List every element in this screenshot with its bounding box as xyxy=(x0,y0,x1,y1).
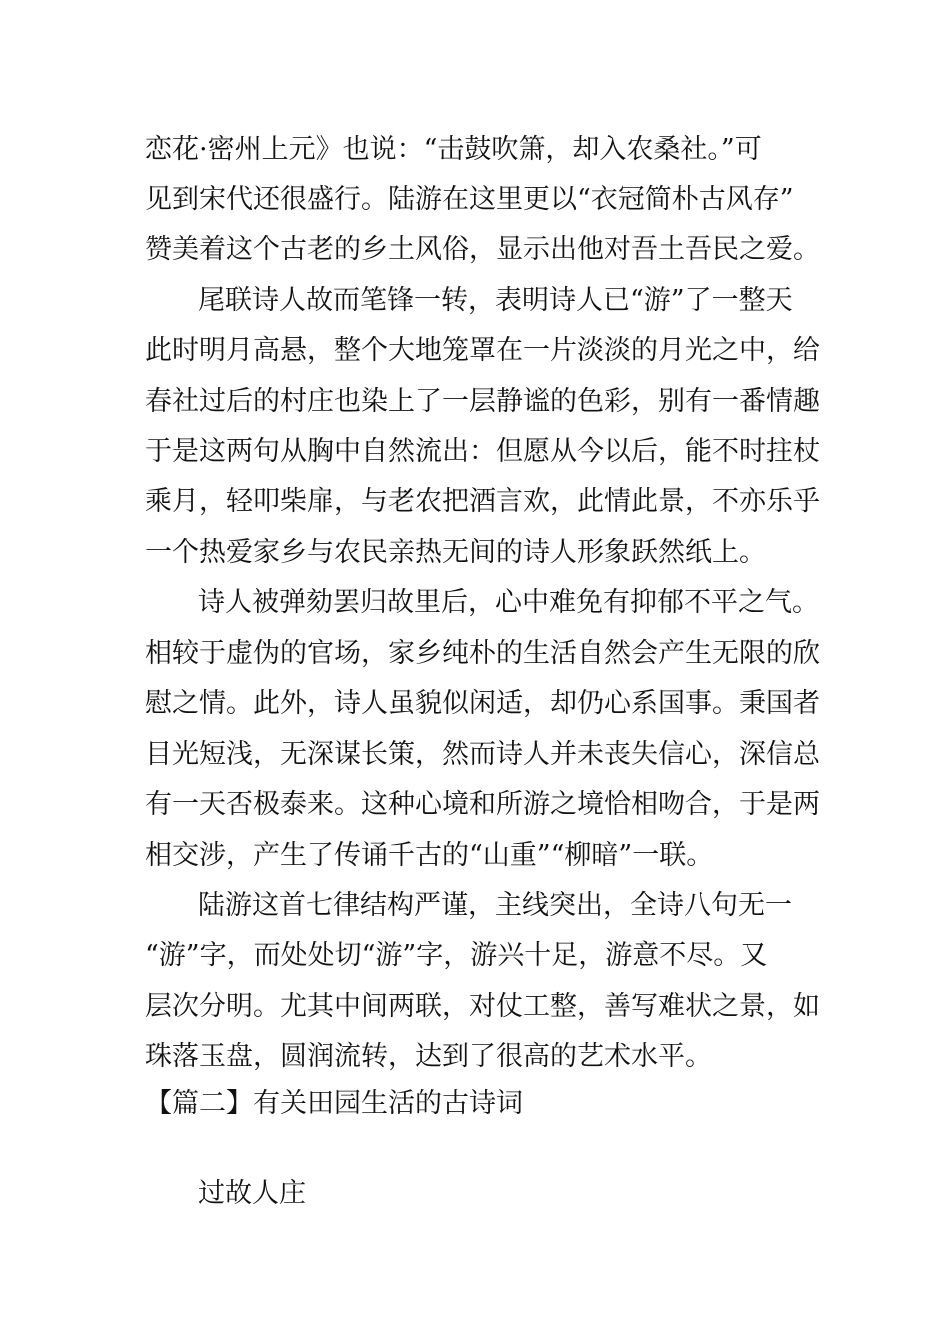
poem-title: 过故人庄 xyxy=(198,1178,306,1209)
text-line: 恋花·密州上元》也说：“击鼓吹箫，却入农桑社。”可 xyxy=(145,134,762,165)
text-line: 珠落玉盘，圆润流转，达到了很高的艺术水平。 xyxy=(145,1041,712,1072)
paragraph-first-line: 陆游这首七律结构严谨，主线突出，全诗八句无一 xyxy=(198,890,792,921)
text-line: 层次分明。尤其中间两联，对仗工整，善写难状之景，如 xyxy=(145,991,820,1022)
text-line: 相较于虚伪的官场，家乡纯朴的生活自然会产生无限的欣 xyxy=(145,638,820,669)
text-line: 于是这两句从胸中自然流出：但愿从今以后，能不时拄杖 xyxy=(145,436,820,467)
text-line: 目光短浅，无深谋长策，然而诗人并未丧失信心，深信总 xyxy=(145,739,820,770)
paragraph-first-line: 尾联诗人故而笔锋一转，表明诗人已“游”了一整天 xyxy=(198,285,793,316)
text-line: 相交涉，产生了传诵千古的“山重”“柳暗”一联。 xyxy=(145,840,714,871)
text-line: 一个热爱家乡与农民亲热无间的诗人形象跃然纸上。 xyxy=(145,537,766,568)
text-line: 见到宋代还很盛行。陆游在这里更以“衣冠简朴古风存” xyxy=(145,184,794,215)
text-line: 乘月，轻叩柴扉，与老农把酒言欢，此情此景，不亦乐乎 xyxy=(145,486,820,517)
text-line: 慰之情。此外，诗人虽貌似闲适，却仍心系国事。秉国者 xyxy=(145,688,820,719)
text-line: “游”字，而处处切“游”字，游兴十足，游意不尽。又 xyxy=(145,940,768,971)
section-heading: 【篇二】有关田园生活的古诗词 xyxy=(145,1088,523,1119)
text-line: 此时明月高悬，整个大地笼罩在一片淡淡的月光之中，给 xyxy=(145,335,820,366)
text-line: 有一天否极泰来。这种心境和所游之境恰相吻合，于是两 xyxy=(145,789,820,820)
text-line: 赞美着这个古老的乡土风俗，显示出他对吾土吾民之爱。 xyxy=(145,234,820,265)
paragraph-first-line: 诗人被弹劾罢归故里后，心中难免有抑郁不平之气。 xyxy=(198,587,819,618)
text-line: 春社过后的村庄也染上了一层静谧的色彩，别有一番情趣 xyxy=(145,386,820,417)
